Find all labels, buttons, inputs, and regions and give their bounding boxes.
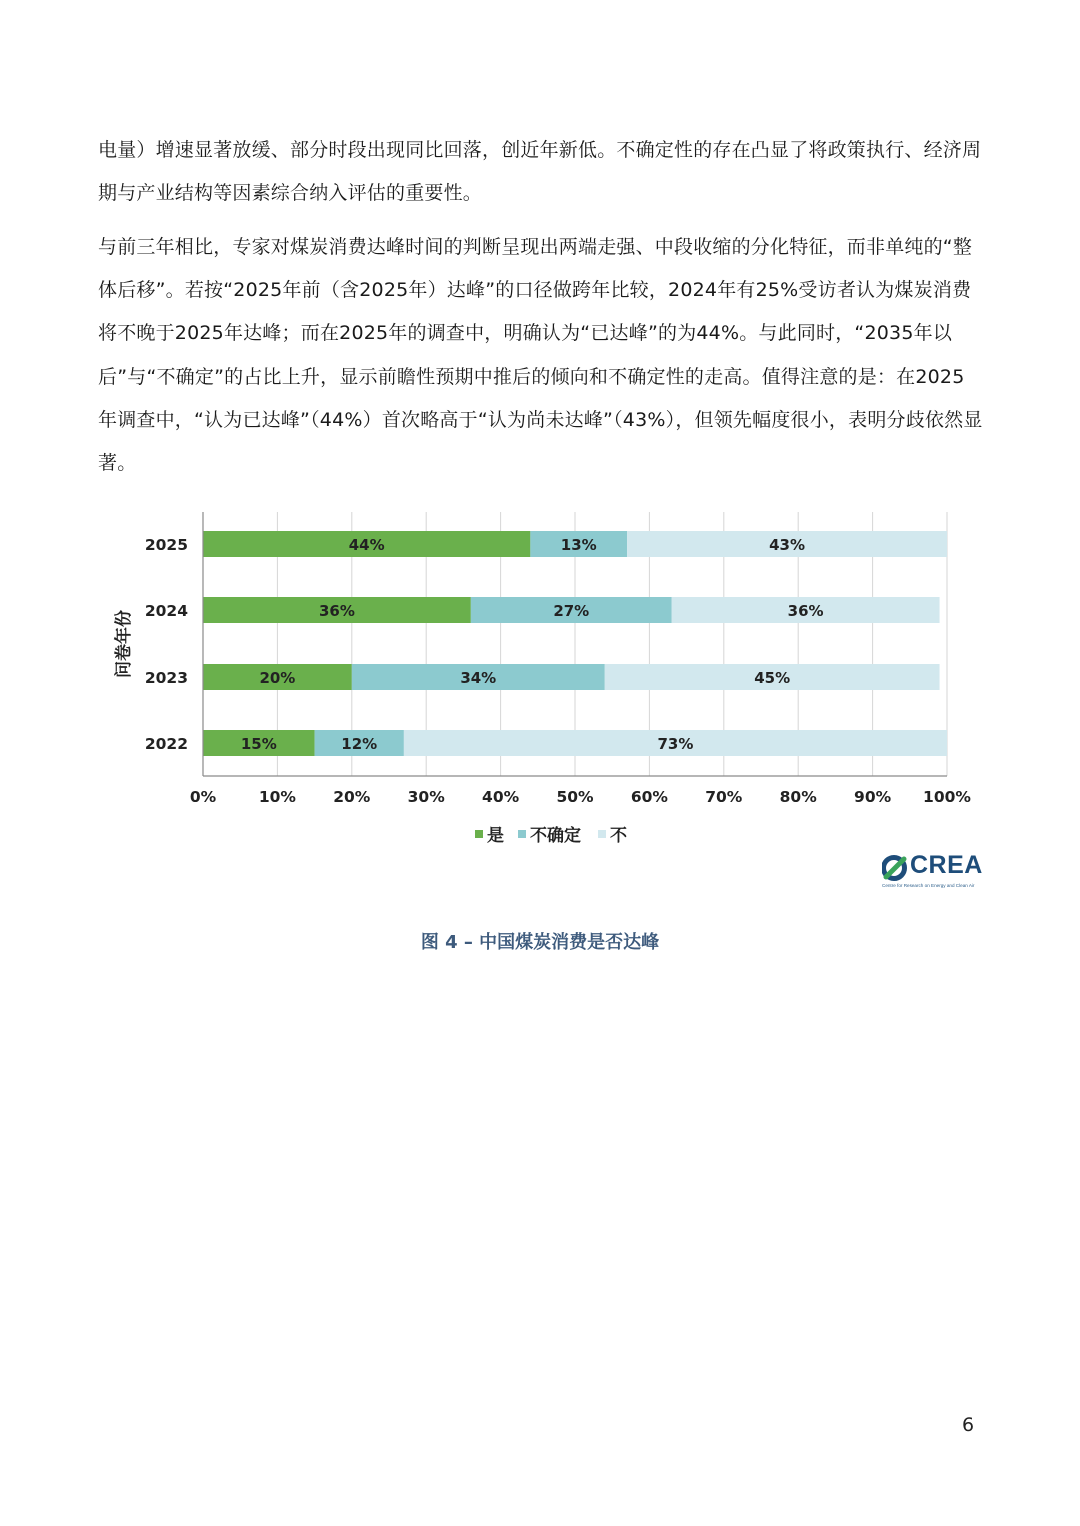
x-tick-label: 40% bbox=[482, 788, 520, 806]
data-label: 36% bbox=[787, 602, 824, 620]
data-label: 27% bbox=[553, 602, 590, 620]
x-tick-label: 100% bbox=[923, 788, 971, 806]
x-tick-label: 20% bbox=[333, 788, 371, 806]
legend-label: 不 bbox=[610, 826, 627, 846]
data-label: 34% bbox=[460, 669, 497, 687]
figure-caption: 图 4 – 中国煤炭消费是否达峰 bbox=[420, 932, 660, 953]
data-label: 43% bbox=[769, 536, 805, 554]
y-tick-label: 2022 bbox=[144, 735, 188, 753]
x-tick-label: 30% bbox=[407, 788, 445, 806]
paragraph-intro: 电量）增速显著放缓、部分时段出现同比回落，创近年新低。不确定性的存在凸显了将政策执行、经济周期与产业结构等因素综合纳入评估的重要性。 bbox=[98, 139, 982, 205]
paragraph-comparison: 与前三年相比，专家对煤炭消费达峰时间的判断呈现出两端走强、中段收缩的分化特征，而非单纯的“整体后移”。若按“2025年前（含2025年）达峰”的口径做跨年比较，2024年有25%受访者认为煤炭消费将不晚于2025年达峰；而在2025年的调查中，明确认为“已达峰”的为44%。与此同时，“2035年以后”与“不确定”的占比上升，显示前瞻性预期中推后的倾向和不确定性的走高。值得注意的是：在2025年调查中，“认为已达峰”（44%）首次略高于“认为尚未达峰”（43%），但领先幅度很小，表明分歧依然显著。 bbox=[98, 236, 983, 475]
data-label: 15% bbox=[240, 735, 277, 753]
crea-logo-tagline: Centre for Research on Energy and Clean Air bbox=[882, 883, 975, 888]
data-label: 44% bbox=[348, 536, 385, 554]
legend-label: 不确定 bbox=[530, 826, 581, 846]
y-axis-title: 问卷年份 bbox=[114, 610, 134, 678]
x-tick-label: 60% bbox=[630, 788, 668, 806]
crea-logo bbox=[882, 851, 986, 891]
data-label: 20% bbox=[259, 669, 296, 687]
x-tick-label: 10% bbox=[258, 788, 296, 806]
crea-logo-icon bbox=[882, 855, 908, 881]
x-tick-label: 90% bbox=[854, 788, 892, 806]
x-tick-label: 70% bbox=[705, 788, 743, 806]
x-tick-label: 80% bbox=[779, 788, 817, 806]
x-tick-label: 0% bbox=[189, 788, 217, 806]
legend-label: 是 bbox=[487, 826, 504, 846]
data-label: 36% bbox=[318, 602, 355, 620]
legend-swatch bbox=[475, 830, 483, 838]
legend-swatch bbox=[518, 830, 526, 838]
y-tick-label: 2023 bbox=[144, 669, 188, 687]
data-label: 73% bbox=[657, 735, 694, 753]
x-tick-label: 50% bbox=[556, 788, 594, 806]
crea-logo-word: CREA bbox=[910, 851, 983, 879]
data-label: 13% bbox=[560, 536, 597, 554]
data-label: 12% bbox=[341, 735, 378, 753]
page-number: 6 bbox=[962, 1414, 975, 1436]
data-label: 45% bbox=[754, 669, 791, 687]
y-tick-label: 2025 bbox=[144, 536, 188, 554]
legend-swatch bbox=[598, 830, 606, 838]
y-tick-label: 2024 bbox=[144, 602, 188, 620]
